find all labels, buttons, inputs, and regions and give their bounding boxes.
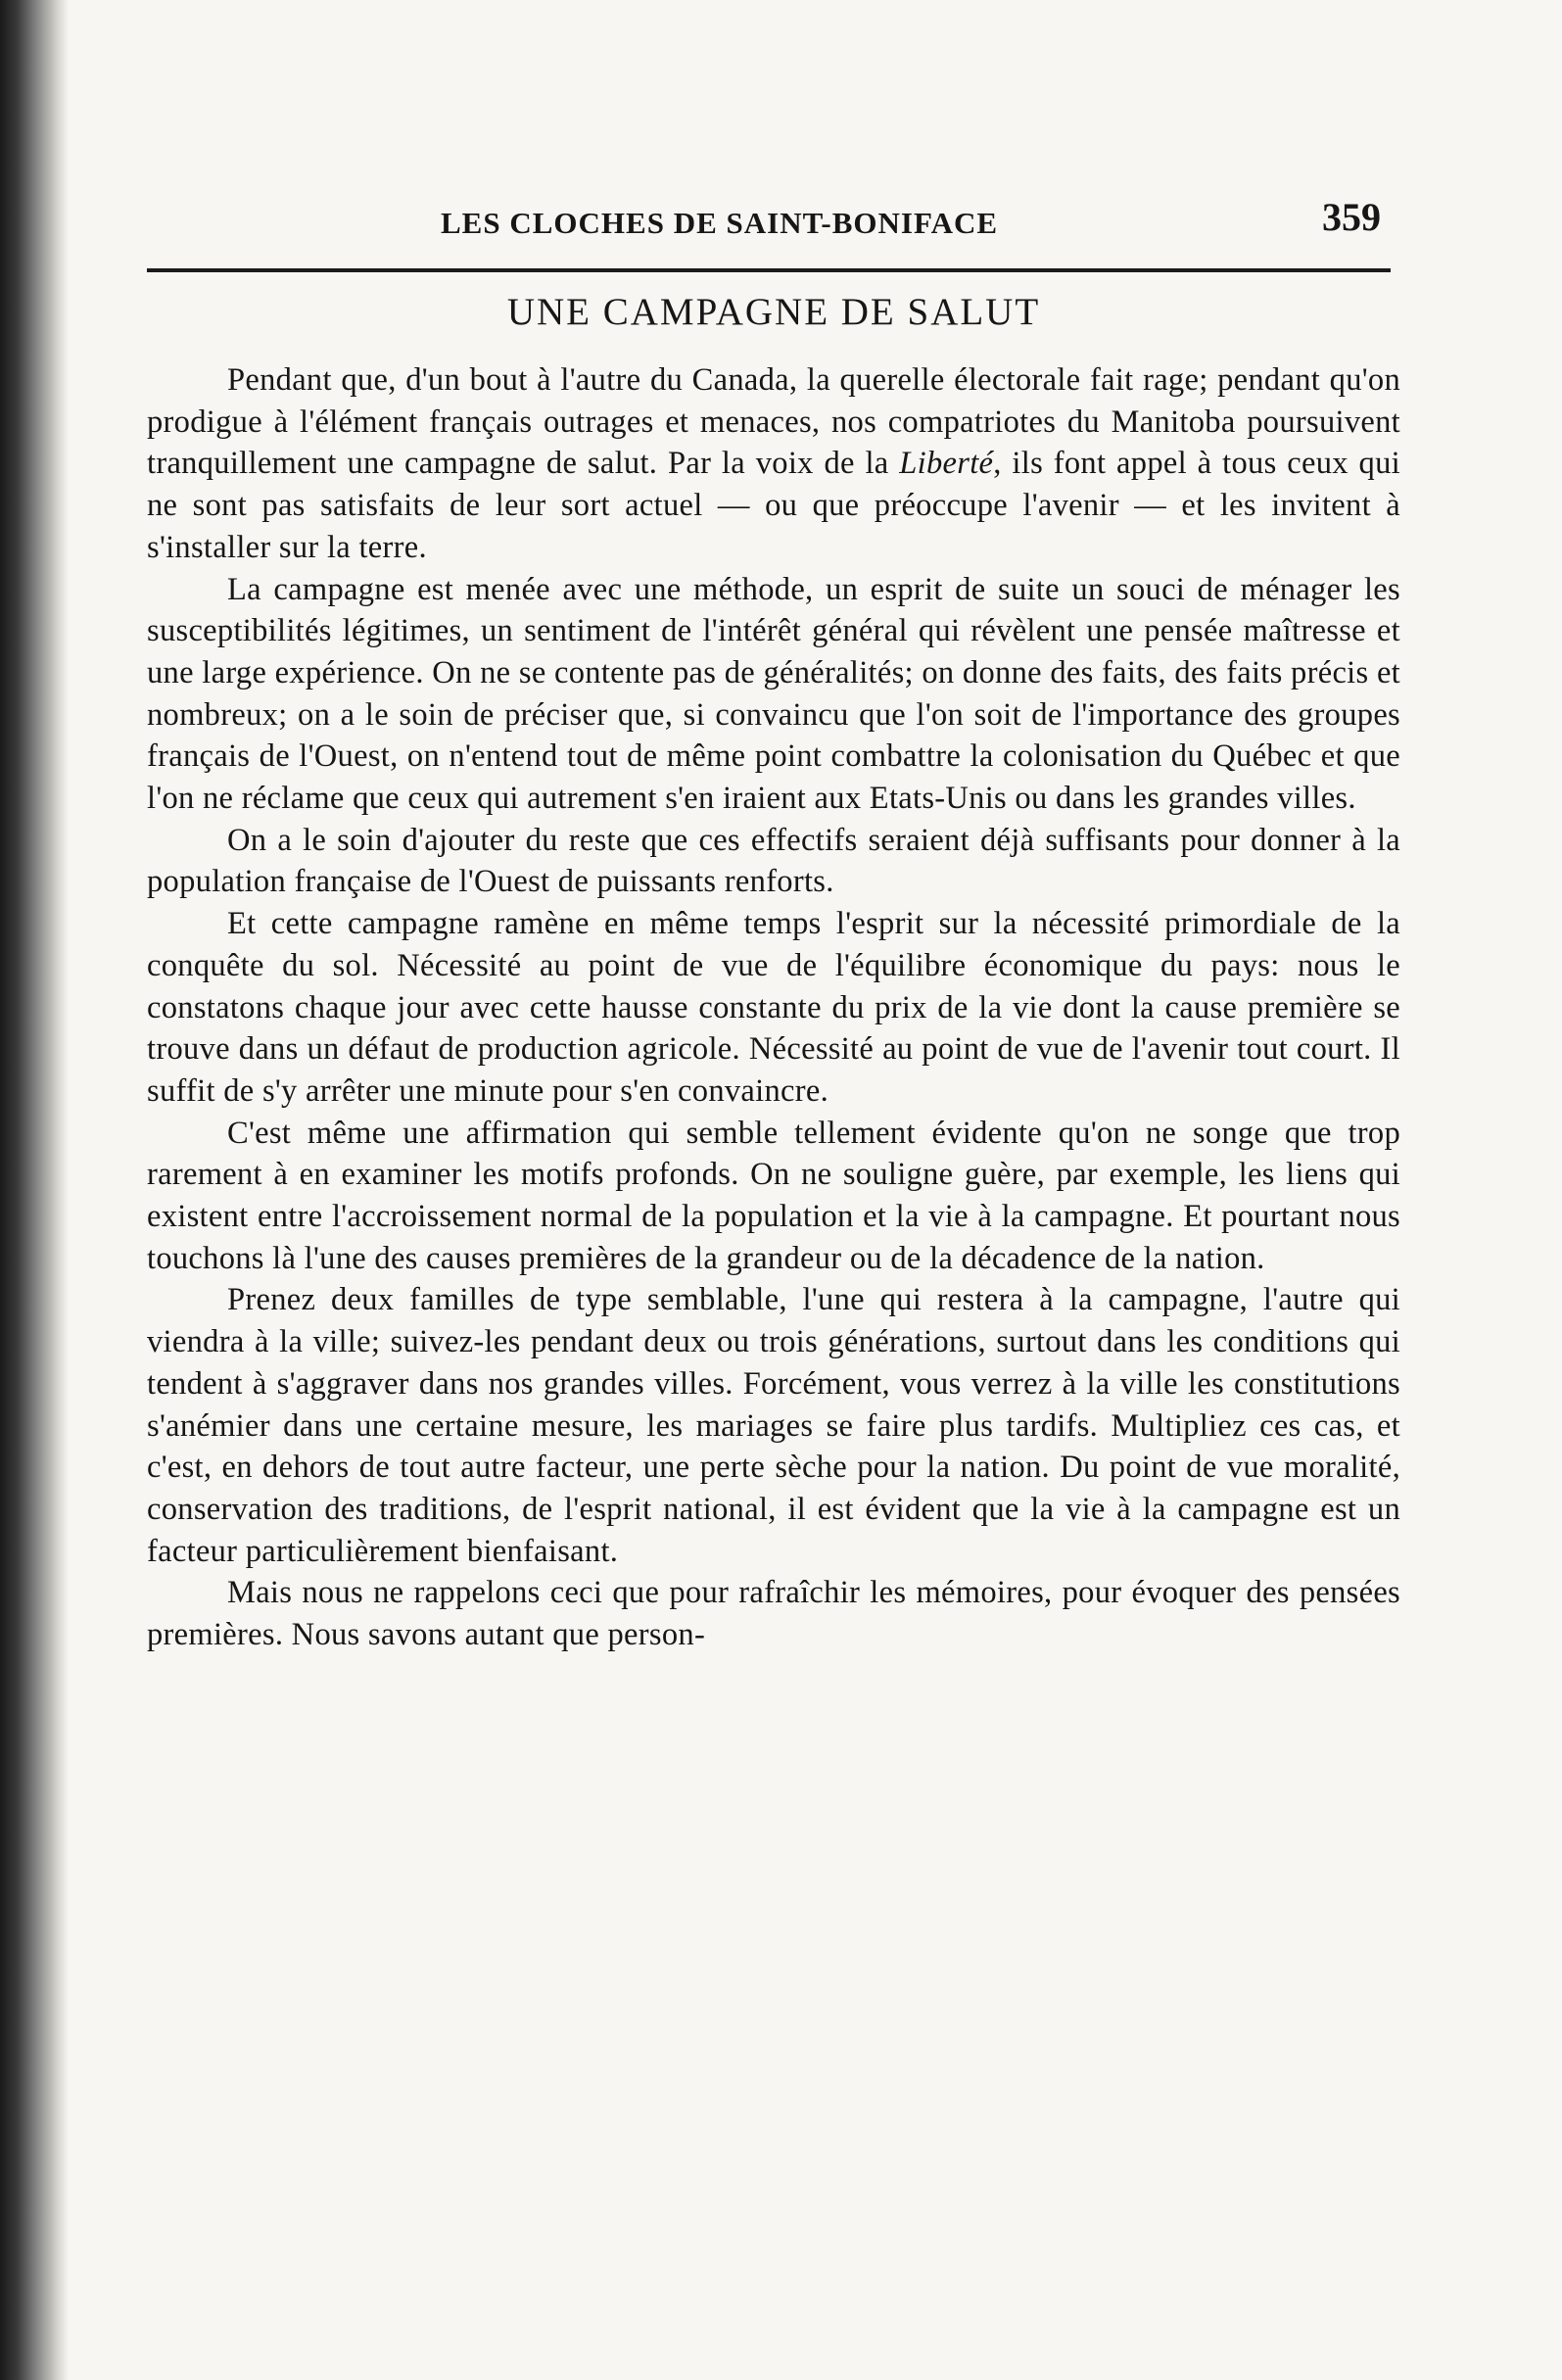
running-head bbox=[147, 186, 1400, 255]
article-title: UNE CAMPAGNE DE SALUT bbox=[506, 291, 1041, 333]
newspaper-name: Liberté bbox=[899, 446, 994, 482]
paragraph-3: On a le soin d'ajouter du reste que ces effectifs seraient déjà suffisants pour donner à la population française de l'Ouest de puissants renforts. bbox=[147, 822, 1400, 900]
book-page bbox=[147, 186, 1400, 1656]
paragraph-4: Et cette campagne ramène en même temps l'esprit sur la nécessité primordiale de la conquête du sol. Nécessité au point de vue de l'équilibre économique du pays: nous le constatons chaque jour avec cette hausse constante du prix de la vie dont la cause première se trouve dans un défaut de production agricole. Nécessité au point de vue de l'avenir tout court. Il suffit de s'y arrêter une minute pour s'en convaincre. bbox=[147, 906, 1400, 1109]
paragraph-7: Mais nous ne rappelons ceci que pour rafraîchir les mémoires, pour évoquer des pensées premières. Nous savons autant que person- bbox=[147, 1575, 1400, 1653]
running-title: LES CLOCHES DE SAINT-BONIFACE bbox=[441, 206, 999, 240]
paragraph-1: Pendant que, d'un bout à l'autre du Canada, la querelle électorale fait rage; pendant qu'on prodigue à l'élément français outrages et menaces, nos compatriotes du Manitoba poursuivent tranquillement une campagne de salut. Par la voix de la Liberté, ils font appel à tous ceux qui ne sont pas satisfaits de leur sort actuel — ou que préoccupe l'avenir — et les invitent à s'installer sur la terre. bbox=[147, 362, 1400, 565]
paragraph-6: Prenez deux familles de type semblable, l'une qui restera à la campagne, l'autre qui viendra à la ville; suivez-les pendant deux ou trois générations, surtout dans les conditions qui tendent à s'aggraver dans nos grandes villes. Forcément, vous verrez à la ville les constitutions s'anémier dans une certaine mesure, les mariages se faire plus tardifs. Multipliez ces cas, et c'est, en dehors de tout autre facteur, une perte sèche pour la nation. Du point de vue moralité, conservation des traditions, de l'esprit national, il est évident que la vie à la campagne est un facteur particulièrement bienfaisant. bbox=[147, 1282, 1400, 1569]
article-body bbox=[147, 359, 1400, 1656]
paragraph-2: La campagne est menée avec une méthode, un esprit de suite un souci de ménager les susceptibilités légitimes, un sentiment de l'intérêt général qui révèlent une pensée maîtresse et une large expérience. On ne se contente pas de généralités; on donne des faits, des faits précis et nombreux; on a le soin de préciser que, si convaincu que l'on soit de l'importance des groupes français de l'Ouest, on n'entend tout de même point combattre la colonisation du Québec et que l'on ne réclame que ceux qui autrement s'en iraient aux Etats-Unis ou dans les grandes villes. bbox=[147, 571, 1400, 817]
paragraph-5: C'est même une affirmation qui semble tellement évidente qu'on ne songe que trop rarement à en examiner les motifs profonds. On ne souligne guère, par exemple, les liens qui existent entre l'accroissement normal de la population et la vie à la campagne. Et pourtant nous touchons là l'une des causes premières de la grandeur ou de la décadence de la nation. bbox=[147, 1115, 1400, 1276]
binding-shadow bbox=[0, 0, 69, 2380]
page-number: 359 bbox=[1322, 195, 1381, 239]
header-rule bbox=[147, 268, 1391, 272]
